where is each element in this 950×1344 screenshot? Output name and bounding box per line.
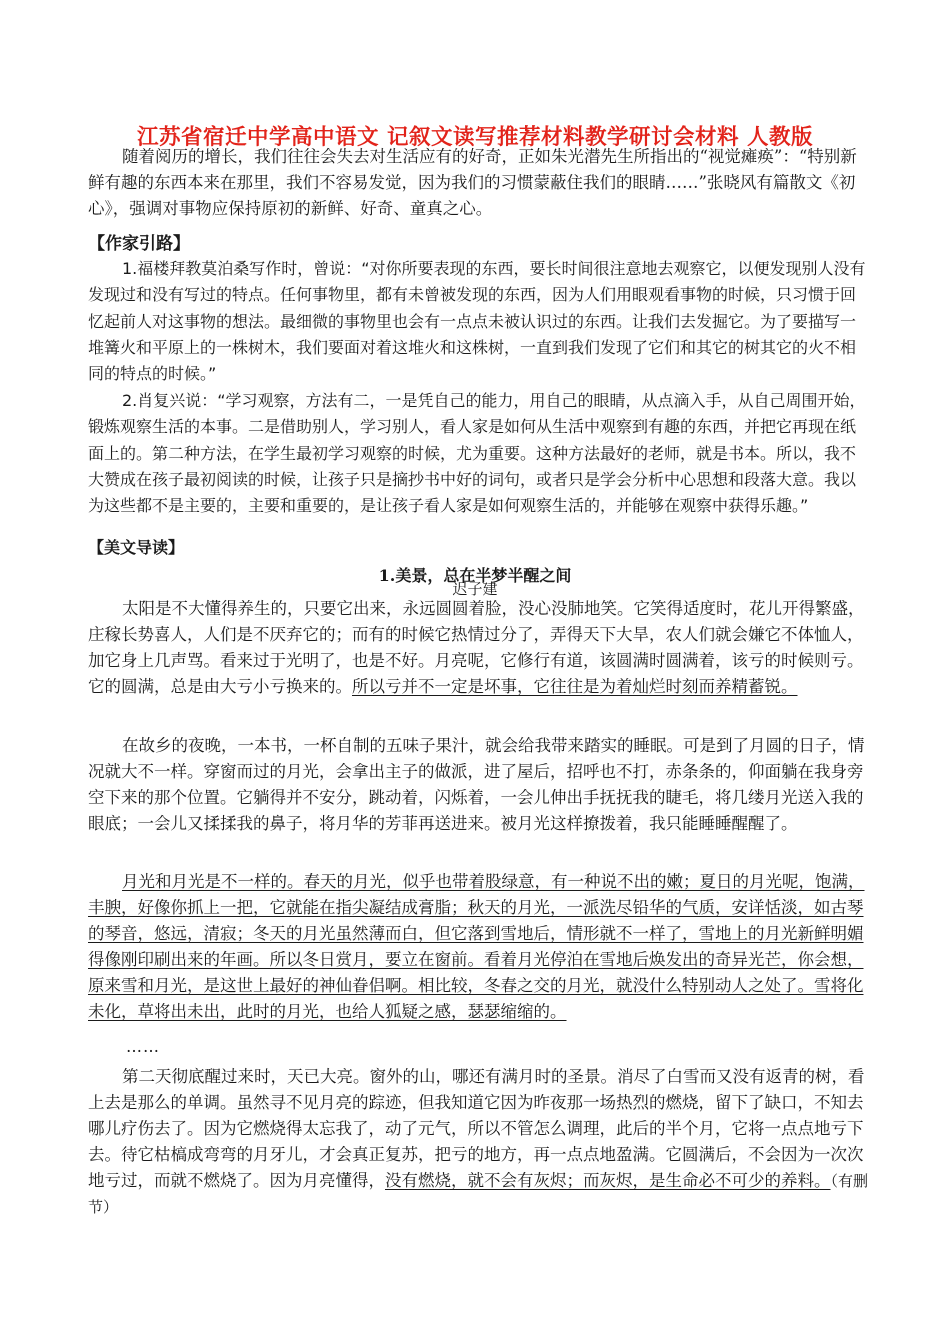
underlined-sentence-1: 所以亏并不一定是坏事，它往往是为着灿烂时刻而养精蓄锐。: [352, 677, 798, 696]
writer-quote-flaubert: 1.福楼拜教莫泊桑写作时，曾说：“对你所要表现的东西，要长时间很注意地去观察它，以便发现别人没有发现过和没有写过的特点。任何事物里，都有未曾被发现的东西，因为人们用眼观看事物的时候，只习惯于回忆起前人对这事物的想法。最细微的事物里也会有一点点未被认识过的东西。让我们去发掘它。为了要描写一堆篝火和平原上的一株树木，我们要面对着这堆火和这株树，一直到我们发现了它们和其它的树其它的火不相同的特点的时候。”: [88, 259, 866, 384]
ellipsis: ……: [126, 1037, 160, 1056]
section-heading-essay-reading: 【美文导读】: [88, 538, 185, 557]
underlined-paragraph-3: 月光和月光是不一样的。春天的月光，似乎也带着股绿意，有一种说不出的嫩；夏日的月光呢，饱满，丰腴，好像你抓上一把，它就能在指尖凝结成膏脂；秋天的月光，一派洗尽铅华的气质，安详恬淡，如古琴的琴音，悠远，清寂；冬天的月光虽然薄而白，但它落到雪地后，情形就不一样了，雪地上的月光新鲜明媚得像刚印刷出来的年画。所以冬日赏月，要立在窗前。看着月光停泊在雪地后焕发出的奇异光芒，你会想，原来雪和月光，是这世上最好的神仙眷侣啊。相比较，冬春之交的月光，就没什么特别动人之处了。雪将化未化，草将出未出，此时的月光，也给人狐疑之感，瑟瑟缩缩的。: [88, 872, 865, 1021]
article-author: 迟子建: [452, 580, 498, 598]
paragraph-4-text: 第二天彻底醒过来时，天已大亮。窗外的山，哪还有满月时的圣景。消尽了白雪而又没有返青的树，看上去是那么的单调。虽然寻不见月亮的踪迹，但我知道它因为昨夜那一场热烈的燃烧，留下了缺口，不知去哪儿疗伤去了。因为它燃烧得太忘我了，动了元气，所以不管怎么调理，此后的半个月，它将一点点地亏下去。待它枯槁成弯弯的月牙儿，才会真正复苏，把亏的地方，再一点点地盈满。它圆满后，不会因为一次次地亏过，而就不燃烧了。因为月亮懂得，: [88, 1067, 865, 1190]
article-title: 1.美景，总在半梦半醒之间: [378, 566, 572, 585]
article-paragraph-2: 在故乡的夜晚，一本书，一杯自制的五味子果汁，就会给我带来踏实的睡眠。可是到了月圆的日子，情况就大不一样。穿窗而过的月光，会拿出主子的做派，进了屋后，招呼也不打，赤条条的，仰面躺在我身旁空下来的那个位置。它躺得并不安分，跳动着，闪烁着，一会儿伸出手抚抚我的睫毛，将几缕月光送入我的眼底；一会儿又揉揉我的鼻子，将月华的芳菲再送进来。被月光这样撩拨着，我只能睡睡醒醒了。: [88, 736, 865, 833]
article-paragraph-4: [88, 1064, 868, 1220]
writer-quote-xiao-fuxing: 2.肖复兴说：“学习观察，方法有二，一是凭自己的能力，用自己的眼睛，从点滴入手，从自己周围开始，锻炼观察生活的本事。二是借助别人，学习别人，看人家是如何从生活中观察到有趣的东西，并把它再现在纸面上的。第二种方法，在学生最初学习观察的时候，尤为重要。这种方法最好的老师，就是书本。所以，我不大赞成在孩子最初阅读的时候，让孩子只是摘抄书中好的词句，或者只是学会分析中心思想和段落大意。我以为这些都不是主要的，主要和重要的，是让孩子看人家是如何观察生活的，并能够在观察中获得乐趣。”: [88, 391, 866, 516]
article-paragraph-1: [88, 596, 868, 700]
paragraph-1-text: 太阳是不大懂得养生的，只要它出来，永远圆圆着脸，没心没肺地笑。它笑得适度时，花儿开得繁盛，庄稼长势喜人，人们是不厌弃它的；而有的时候它热情过分了，弄得天下大旱，农人们就会嫌它不体恤人，加它身上几声骂。看来过于光明了，也是不好。月亮呢，它修行有道，该圆满时圆满着，该亏的时候则亏。它的圆满，总是由大亏小亏换来的。: [88, 599, 865, 696]
underlined-sentence-4: 没有燃烧，就不会有灰烬；而灰烬，是生命必不可少的养料。: [385, 1171, 831, 1190]
section-heading-writer-guide: 【作家引路】: [88, 234, 190, 254]
document-title: 江苏省宿迁中学高中语文 记叙文读写推荐材料教学研讨会材料 人教版: [137, 125, 813, 150]
article-paragraph-3: [88, 869, 868, 1025]
abridged-note: （有删节）: [88, 1172, 869, 1216]
intro-paragraph: 随着阅历的增长，我们往往会失去对生活应有的好奇，正如朱光潜先生所指出的“视觉瘫痪”：“特别新鲜有趣的东西本来在那里，我们不容易发觉，因为我们的习惯蒙蔽住我们的眼睛……”张晓风有篇散文《初心》，强调对事物应保持原初的新鲜、好奇、童真之心。: [88, 147, 857, 218]
